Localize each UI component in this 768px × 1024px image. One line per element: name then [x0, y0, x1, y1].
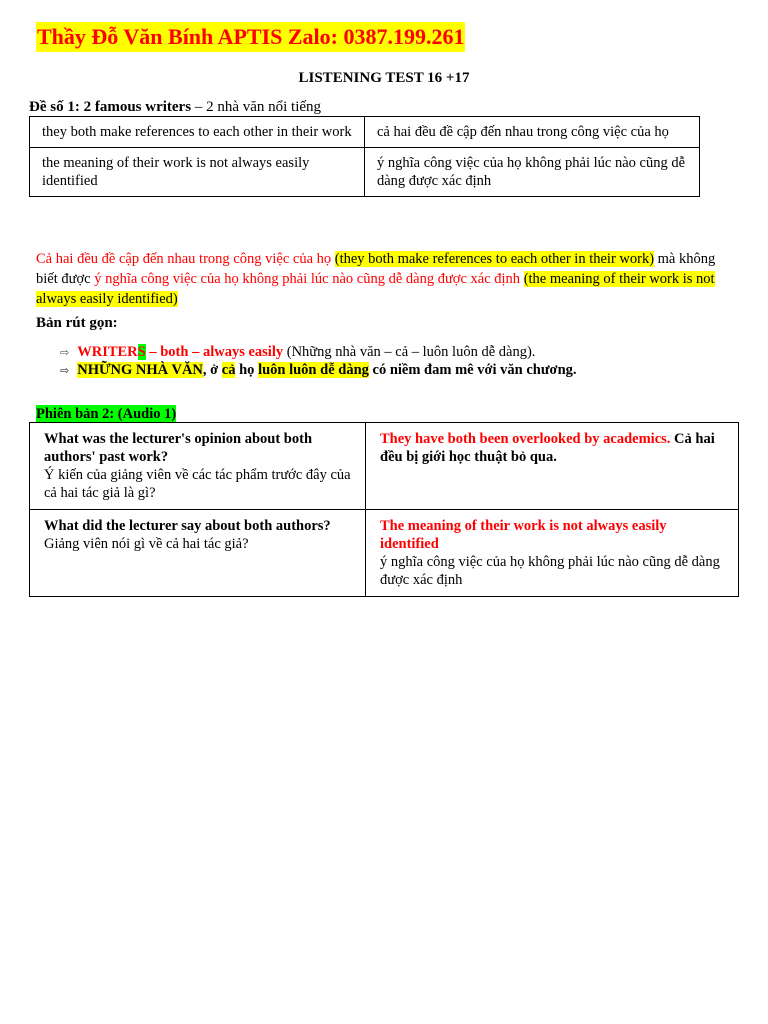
- bullet-translation: (Những nhà văn – cả – luôn luôn dễ dàng).: [283, 344, 536, 360]
- question-vi: Giảng viên nói gì về cả hai tác giả?: [44, 536, 249, 552]
- bullet-part: , ở: [202, 362, 222, 378]
- table-cell-en: they both make references to each other in their work: [30, 117, 365, 148]
- bullet-part: họ: [235, 362, 259, 378]
- summary-bullet: [60, 361, 577, 380]
- vocab-table: [29, 116, 700, 197]
- section2-heading: Phiên bản 2: (Audio 1): [36, 406, 177, 422]
- header-title: Thầy Đỗ Văn Bính APTIS Zalo: 0387.199.261: [36, 22, 465, 52]
- arrow-icon: ⇨: [60, 346, 70, 359]
- answer-vi: ý nghĩa công việc của họ không phải lúc nào cũng dễ dàng được xác định: [380, 554, 720, 588]
- paragraph-part: mà không biết được: [36, 251, 716, 287]
- table-row: [30, 148, 700, 197]
- paragraph-highlight: (the meaning of their work is not always easily identified): [36, 271, 715, 307]
- bullet-part: NHỮNG NHÀ VĂN: [77, 362, 203, 378]
- summary-bullet: [60, 343, 535, 362]
- bullet-keywords: – both – always easily: [145, 344, 284, 360]
- table-cell-vi: ý nghĩa công việc của họ không phải lúc nào cũng dễ dàng được xác định: [365, 148, 700, 197]
- table-row: [30, 117, 700, 148]
- paragraph-highlight: (they both make references to each other in their work): [334, 251, 655, 267]
- question-vi: Ý kiến của giảng viên về các tác phẩm trước đây của cả hai tác giả là gì?: [44, 467, 351, 501]
- test-title: LISTENING TEST 16 +17: [298, 70, 470, 86]
- bullet-part: luôn luôn dễ dàng: [258, 362, 369, 378]
- bullet-part: cả: [221, 362, 236, 378]
- question-cell: [30, 423, 366, 510]
- question-en: What did the lecturer say about both authors?: [44, 518, 331, 534]
- question-table: [29, 422, 739, 597]
- table-cell-en: the meaning of their work is not always easily identified: [30, 148, 365, 197]
- answer-en: The meaning of their work is not always easily identified: [380, 518, 667, 552]
- question-cell: [30, 510, 366, 597]
- section1-heading-rest: – 2 nhà văn nổi tiếng: [191, 99, 322, 115]
- answer-cell: [366, 423, 739, 510]
- bullet-part: có niềm đam mê với văn chương.: [368, 362, 577, 378]
- explanation-paragraph: [36, 249, 736, 309]
- section1-heading: [29, 98, 321, 116]
- summary-heading: Bản rút gọn:: [36, 315, 118, 331]
- table-cell-vi: cả hai đều đề cập đến nhau trong công việc của họ: [365, 117, 700, 148]
- section1-heading-bold: Đề số 1: 2 famous writers: [29, 99, 192, 115]
- table-row: [30, 510, 739, 597]
- paragraph-part: Cả hai đều đề cập đến nhau trong công việc của họ: [36, 251, 335, 267]
- paragraph-part: ý nghĩa công việc của họ không phải lúc nào cũng dễ dàng được xác định: [94, 271, 521, 287]
- bullet-keyword-suffix: S: [137, 344, 146, 360]
- answer-cell: [366, 510, 739, 597]
- answer-vi: Cả hai đều bị giới học thuật bỏ qua.: [380, 431, 715, 465]
- bullet-keyword: WRITER: [77, 344, 138, 360]
- arrow-icon: ⇨: [60, 364, 70, 377]
- question-en: What was the lecturer's opinion about both authors' past work?: [44, 431, 313, 465]
- table-row: [30, 423, 739, 510]
- answer-en: They have both been overlooked by academics.: [380, 431, 671, 447]
